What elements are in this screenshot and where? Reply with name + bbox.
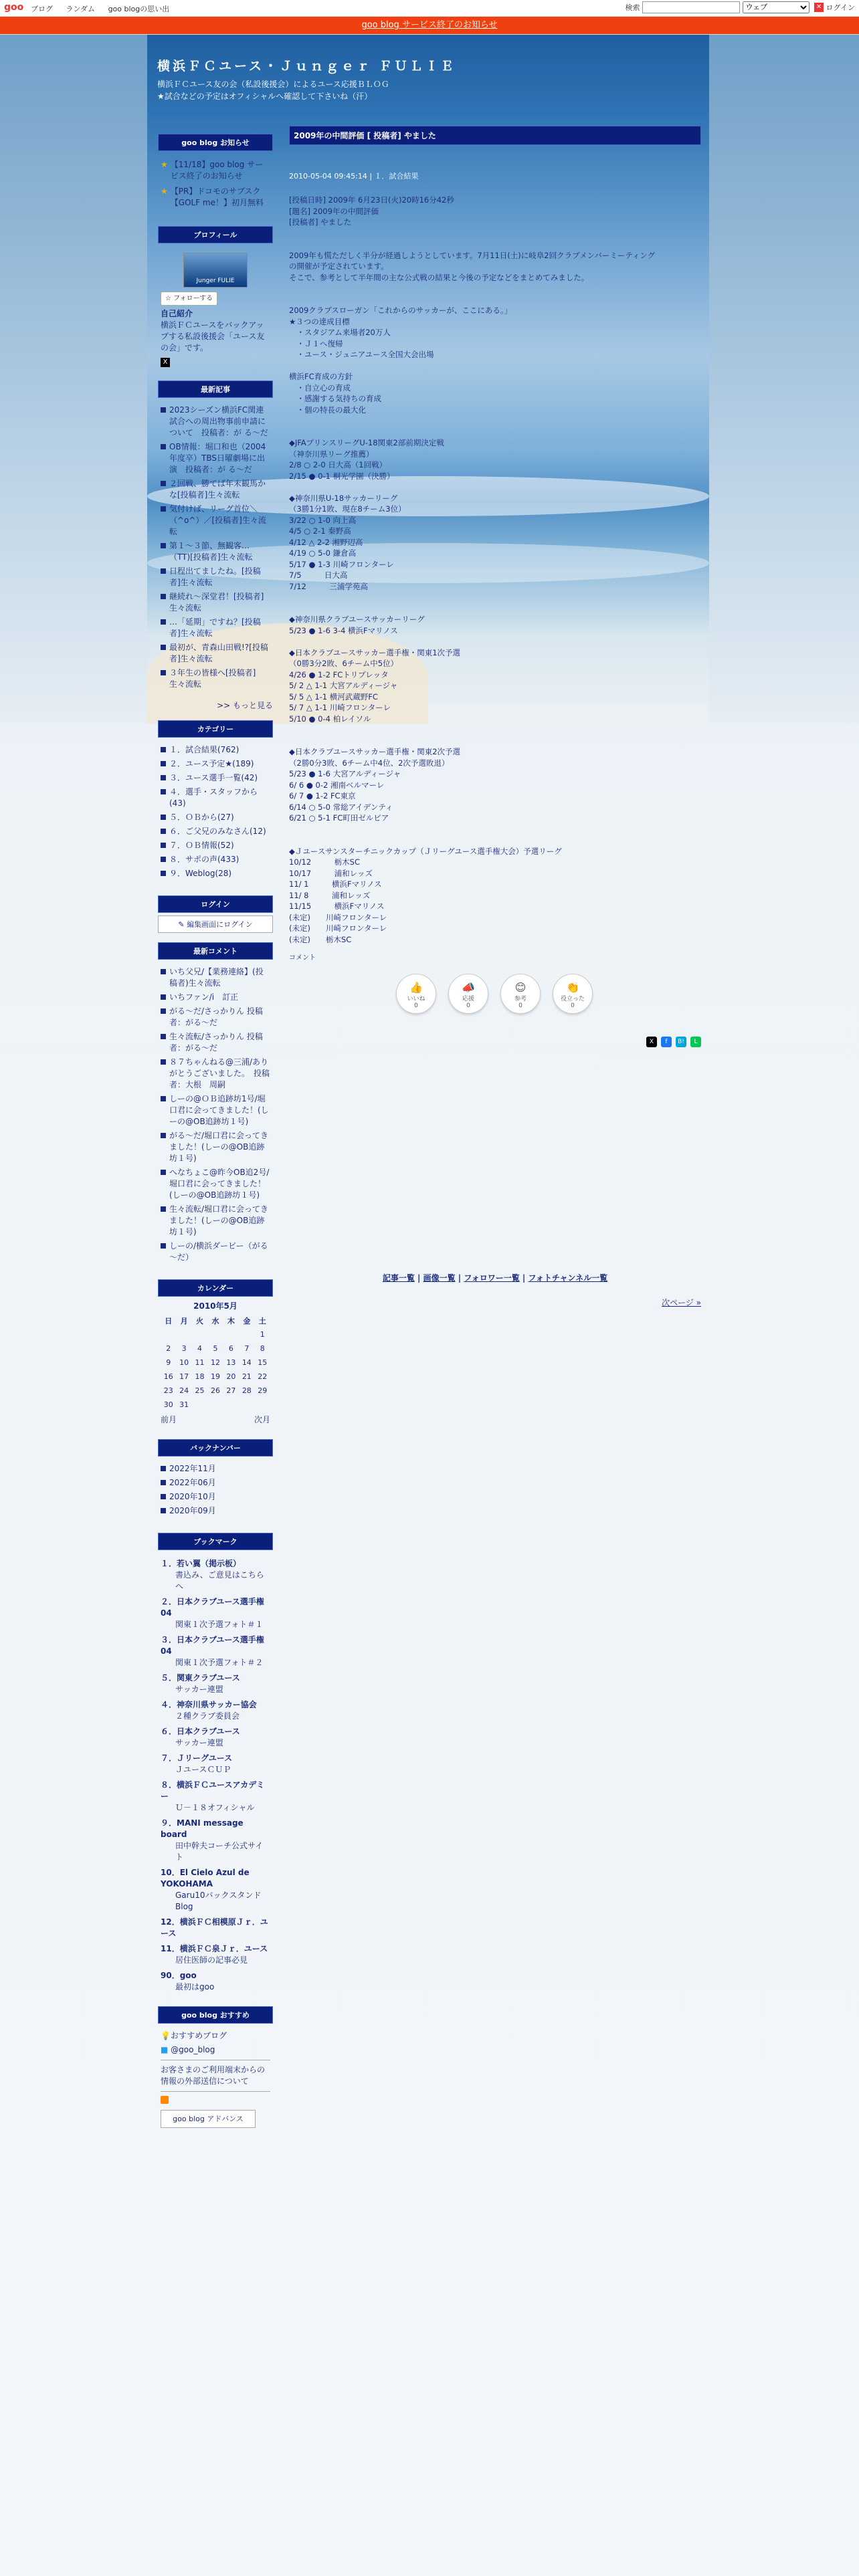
calendar-day[interactable]: 7 — [244, 1344, 250, 1353]
calendar-weekday: 金 — [243, 1317, 251, 1325]
rss-icon[interactable] — [161, 2096, 169, 2104]
calendar-box — [158, 1279, 273, 1430]
sidebar — [158, 134, 273, 2141]
recent-post-item[interactable] — [161, 566, 270, 588]
calendar-day[interactable]: 1 — [260, 1330, 265, 1339]
star-icon: ★ — [161, 160, 168, 169]
bullet-icon — [161, 815, 166, 820]
bookmark-sub: 書込み、ご意見はこちらへ — [175, 1570, 264, 1591]
bookmark-sub: 関東１次予選フォト＃２ — [175, 1658, 264, 1667]
calendar-day[interactable]: 19 — [210, 1372, 220, 1381]
reaction-icon: 😊 — [514, 981, 527, 994]
bookmark-sub: Garu10バックスタンドBlog — [175, 1891, 262, 1911]
calendar-day — [192, 1398, 207, 1412]
reaction-label: 役立った — [560, 996, 585, 1002]
calendar-day — [223, 1398, 239, 1412]
reaction-label: いいね — [407, 996, 425, 1002]
nav-random-link[interactable]: ランダム — [66, 5, 96, 13]
footer-link[interactable]: フォロワー一覧 — [464, 1273, 520, 1283]
bookmark-box — [158, 1533, 273, 1997]
toolbar-nav — [31, 3, 180, 14]
recent-post-item-label[interactable]: ２回戦、勝てば年末観馬かな[投稿者]生々流転 — [169, 479, 266, 500]
backnumber-box — [158, 1439, 273, 1523]
bullet-icon — [161, 1466, 166, 1471]
calendar-table — [161, 1315, 270, 1412]
bookmark-list — [158, 1550, 273, 1997]
category-heading: カテゴリー — [158, 720, 273, 738]
recent-post-item[interactable] — [161, 504, 270, 538]
comments-heading: 最新コメント — [158, 942, 273, 960]
category-box — [158, 720, 273, 886]
pen-icon: ✎ — [178, 920, 185, 929]
category-item[interactable] — [161, 868, 270, 879]
login-link[interactable]: ログイン — [826, 3, 855, 12]
calendar-day[interactable]: 13 — [226, 1358, 236, 1367]
bullet-icon — [161, 1133, 166, 1138]
calendar-day[interactable]: 20 — [226, 1372, 236, 1381]
bookmark-sub: 関東１次予選フォト＃１ — [175, 1620, 264, 1629]
reaction-button[interactable] — [396, 974, 436, 1014]
bookmark-title[interactable]: 10．El Cielo Azul de YOKOHAMA — [161, 1868, 250, 1889]
search-input[interactable] — [642, 1, 740, 13]
comment-item-label[interactable]: ８７ちゃんねる@三浦/ありがとうございました。 投稿者：大根 周嗣 — [169, 1057, 270, 1089]
nav-blog-link[interactable]: ブログ — [31, 5, 53, 13]
recent-post-item[interactable] — [161, 478, 270, 501]
calendar-day — [223, 1327, 239, 1341]
comment-item-label[interactable]: しーの@ＯＢ追跡坊1号/堀口君に会ってきました！(しーの@OB追跡坊１号) — [169, 1094, 269, 1126]
comment-item-label[interactable]: 生々流転/さっかりん 投稿者：がる～だ — [169, 1032, 263, 1053]
bullet-icon — [161, 645, 166, 650]
backnumber-list — [158, 1457, 273, 1523]
calendar-day — [239, 1398, 254, 1412]
blog-desc-line: 横浜ＦＣユース友の会（私設後援会）によるユース応援ＢＬＯＧ — [157, 80, 389, 89]
comment-item-label[interactable]: しーの/横浜ダービー（がる～だ） — [169, 1241, 268, 1262]
reaction-button[interactable] — [500, 974, 541, 1014]
comment-item[interactable] — [161, 1167, 270, 1201]
calendar-day[interactable]: 5 — [213, 1344, 218, 1353]
calendar-prev-link[interactable]: 前月 — [161, 1415, 177, 1424]
comment-item[interactable] — [161, 966, 270, 989]
backnumber-item-label[interactable]: 2020年10月 — [169, 1492, 216, 1501]
calendar-day[interactable]: 15 — [258, 1358, 268, 1367]
twitter-icon: ■ — [161, 2045, 169, 2054]
calendar-weekday: 水 — [211, 1317, 219, 1325]
bookmark-sub: サッカー連盟 — [175, 1685, 223, 1694]
reaction-count: 0 — [571, 1002, 575, 1009]
recent-post-item-label[interactable]: 日程出てましたね。[投稿者]生々流転 — [169, 566, 261, 587]
goo-blog-advance-button[interactable]: goo blog アドバンス — [161, 2110, 256, 2128]
lightbulb-icon: 💡 — [161, 2031, 171, 2040]
calendar-day[interactable]: 8 — [260, 1344, 265, 1353]
recent-post-item[interactable] — [161, 405, 270, 439]
bullet-icon — [161, 407, 166, 413]
bookmark-sub: ＪユースＣＵＰ — [175, 1765, 231, 1774]
calendar-day — [207, 1398, 223, 1412]
bookmark-title[interactable]: ７．Ｊリーグユース — [161, 1753, 233, 1763]
notice-heading: goo blog お知らせ — [158, 134, 273, 151]
category-item[interactable] — [161, 826, 270, 837]
bookmark-sub: サッカー連盟 — [175, 1738, 223, 1747]
category-item-label[interactable]: ９．Weblog(28) — [169, 869, 232, 878]
bullet-icon — [161, 843, 166, 848]
comment-item[interactable] — [161, 1204, 270, 1238]
reaction-icon: 📣 — [462, 981, 475, 994]
reaction-count: 0 — [414, 1002, 418, 1009]
bullet-icon — [161, 594, 166, 599]
bullet-icon — [161, 1059, 166, 1065]
bullet-icon — [161, 871, 166, 876]
recent-post-item-label[interactable]: OB情報：堀口和也（2004年度卒）TBS日曜劇場に出演 投稿者：が る～だ — [169, 442, 266, 474]
category-item[interactable] — [161, 786, 270, 809]
service-end-link[interactable]: goo blog サービス終了のお知らせ — [361, 20, 498, 30]
comment-item[interactable] — [161, 1006, 270, 1029]
calendar-day[interactable]: 14 — [242, 1358, 252, 1367]
recent-post-item[interactable] — [161, 441, 270, 475]
calendar-day[interactable]: 10 — [179, 1358, 189, 1367]
recent-post-item[interactable] — [161, 617, 270, 639]
bullet-icon — [161, 1008, 166, 1014]
recent-post-item-label[interactable]: 気付けば、リーグ首位＼（^o^）／[投稿者]生々流転 — [169, 504, 266, 536]
blog-description — [157, 78, 692, 102]
calendar-day — [176, 1327, 191, 1341]
calendar-weekday: 土 — [258, 1317, 266, 1325]
calendar-day[interactable]: 29 — [258, 1386, 268, 1395]
comment-item-label[interactable]: へなちょこ@昨今OB追2号/堀口君に会ってきました！(しーの@OB追跡坊１号) — [169, 1168, 270, 1200]
bullet-icon — [161, 670, 166, 675]
search-icon[interactable]: ✕ — [814, 3, 824, 12]
bookmark-title[interactable]: ６．日本クラブユース — [161, 1727, 240, 1736]
notice-box — [158, 134, 273, 217]
category-item[interactable] — [161, 758, 270, 770]
bookmark-title[interactable]: ２．日本クラブユース選手権04 — [161, 1597, 264, 1618]
bullet-icon — [161, 1096, 166, 1101]
recent-post-item-label[interactable]: 2023シーズン横浜FC関連試合への周出物事前申請について 投稿者：が る～だ — [169, 405, 268, 437]
category-item-label[interactable]: ４．選手・スタッフから(43) — [169, 787, 258, 808]
calendar-day[interactable]: 3 — [181, 1344, 187, 1353]
line-share-icon[interactable]: L — [690, 1037, 701, 1047]
bookmark-sub: 居住医師の記事必見 — [175, 1955, 248, 1965]
follow-button[interactable]: ☆ フォローする — [161, 292, 217, 306]
x-share-icon[interactable]: X — [646, 1037, 657, 1047]
category-item-label[interactable]: １．試合結果(762) — [169, 745, 240, 754]
bullet-icon — [161, 1480, 166, 1485]
recent-post-item[interactable] — [161, 667, 270, 690]
recent-post-item-label[interactable]: ３年生の皆様へ[投稿者]生々流転 — [169, 668, 256, 689]
calendar-day[interactable]: 2 — [166, 1344, 171, 1353]
bookmark-title[interactable]: 12．横浜ＦＣ相模原Ｊｒ．ユース — [161, 1917, 268, 1938]
calendar-day — [161, 1327, 176, 1341]
recent-post-item[interactable] — [161, 642, 270, 665]
footer-link[interactable]: フォトチャンネル一覧 — [528, 1273, 608, 1283]
reaction-button[interactable] — [448, 974, 488, 1014]
bookmark-title[interactable]: 11．横浜ＦＣ泉Ｊｒ．ユース — [161, 1944, 268, 1953]
reaction-icon: 👏 — [566, 981, 579, 994]
reaction-count: 0 — [518, 1002, 522, 1009]
calendar-next-link[interactable]: 次月 — [254, 1415, 270, 1424]
notice-item[interactable]: ★ 【11/18】goo blog サービス終了のお知らせ — [161, 160, 264, 181]
category-item-label[interactable]: ５．ＯＢから(27) — [169, 813, 234, 822]
backnumber-item[interactable] — [161, 1463, 270, 1475]
category-item-label[interactable]: ８．サポの声(433) — [169, 855, 240, 864]
comment-item[interactable] — [161, 1031, 270, 1054]
bullet-icon — [161, 994, 166, 1000]
profile-name: 自己紹介 — [161, 309, 193, 318]
bullet-icon — [161, 747, 166, 752]
calendar-day[interactable]: 18 — [195, 1372, 205, 1381]
bullet-icon — [161, 829, 166, 834]
calendar-day[interactable]: 9 — [166, 1358, 171, 1367]
notice-item[interactable]: ★ 【PR】ドコモのサブスク【GOLF me！】初月無料 — [161, 187, 264, 207]
calendar-day[interactable]: 24 — [179, 1386, 189, 1395]
blog-title[interactable]: 横浜ＦＣユース・Ｊｕｎｇｅｒ ＦＵＬＩＥ — [157, 59, 456, 74]
comment-item[interactable] — [161, 992, 270, 1003]
reaction-button[interactable] — [553, 974, 593, 1014]
recent-posts-heading: 最新記事 — [158, 381, 273, 398]
hatena-share-icon[interactable]: B! — [676, 1037, 686, 1047]
bookmark-title[interactable]: ８．横浜ＦＣユースアカデミー — [161, 1780, 265, 1801]
bullet-icon — [161, 444, 166, 449]
bullet-icon — [161, 506, 166, 512]
category-item[interactable] — [161, 772, 270, 784]
calendar-weekday: 月 — [180, 1317, 188, 1325]
login-heading: ログイン — [158, 895, 273, 913]
service-end-banner — [0, 17, 859, 34]
calendar-day[interactable]: 26 — [210, 1386, 220, 1395]
blog-header — [157, 56, 692, 102]
bookmark-sub: 最初はgoo — [175, 1982, 215, 1992]
comment-item-label[interactable]: がる～だ/堀口君に会ってきました！(しーの@OB追跡坊１号) — [169, 1131, 269, 1163]
backnumber-item[interactable] — [161, 1477, 270, 1489]
bullet-icon — [161, 1206, 166, 1212]
next-page-link[interactable]: 次ページ » — [662, 1298, 701, 1307]
bullet-icon — [161, 1243, 166, 1249]
recent-posts-list — [158, 398, 273, 697]
calendar-day[interactable]: 22 — [258, 1372, 268, 1381]
star-icon: ★ — [161, 187, 168, 196]
recommend-blog-link[interactable]: 💡おすすめブログ — [161, 2031, 227, 2040]
calendar-weekday: 日 — [165, 1317, 173, 1325]
calendar-day[interactable]: 16 — [163, 1372, 173, 1381]
calendar-weekday: 火 — [196, 1317, 204, 1325]
bookmark-title[interactable]: 90．goo — [161, 1971, 197, 1980]
login-box — [158, 895, 273, 933]
background-left — [0, 35, 147, 724]
main-content — [289, 126, 701, 1308]
search-scope-select[interactable] — [743, 1, 809, 13]
category-item[interactable] — [161, 812, 270, 823]
post-meta[interactable]: 2010-05-04 09:45:14 | １．試合結果 — [289, 172, 419, 181]
recent-post-item-label[interactable]: …「延期」ですね？[投稿者]生々流転 — [169, 617, 261, 638]
comment-item-label[interactable]: 生々流転/堀口君に会ってきました！(しーの@OB追跡坊１号) — [169, 1204, 269, 1237]
bullet-icon — [161, 789, 166, 794]
calendar-day — [239, 1327, 254, 1341]
bullet-icon — [161, 775, 166, 780]
calendar-caption: 2010年5月 — [193, 1301, 237, 1311]
calendar-day[interactable]: 11 — [195, 1358, 205, 1367]
footer-link[interactable]: 記事一覧 — [382, 1273, 415, 1283]
share-buttons — [289, 1037, 701, 1047]
comment-item-label[interactable]: いち父兄/【業務連絡】(投稿者)生々流転 — [169, 967, 264, 988]
comment-item[interactable] — [161, 1130, 270, 1164]
bookmark-title[interactable]: ４．神奈川県サッカー協会 — [161, 1700, 257, 1709]
twitter-link[interactable]: ■ @goo_blog — [161, 2045, 215, 2054]
category-list — [158, 738, 273, 886]
reaction-count: 0 — [466, 1002, 470, 1009]
profile-text: 横浜ＦＣユースをバックアップする私設後援会「ユース友の会」です。 — [161, 320, 265, 352]
bullet-icon — [161, 1034, 166, 1039]
nav-memories-link[interactable]: goo blogの思い出 — [108, 5, 170, 13]
bookmark-sub: 田中幹夫コーチ公式サイト — [175, 1841, 264, 1862]
bookmark-heading: ブックマーク — [158, 1533, 273, 1550]
calendar-day[interactable]: 23 — [163, 1386, 173, 1395]
comment-item-label[interactable]: いちファン/i 訂正 — [169, 992, 239, 1002]
calendar-day — [207, 1327, 223, 1341]
recent-post-item-label[interactable]: 最初が、青森山田戦!?[投稿者]生々流転 — [169, 643, 268, 663]
bullet-icon — [161, 1508, 166, 1513]
recent-post-item[interactable] — [161, 591, 270, 614]
edit-login-button[interactable]: ✎ 編集画面にログイン — [158, 916, 273, 933]
profile-image[interactable]: Junger FULIE — [183, 253, 248, 288]
comment-item[interactable] — [161, 1093, 270, 1128]
x-icon[interactable]: X — [161, 358, 170, 367]
backnumber-heading: バックナンバー — [158, 1439, 273, 1457]
recommend-heading: goo blog おすすめ — [158, 2006, 273, 2024]
calendar-day[interactable]: 28 — [242, 1386, 252, 1395]
bookmark-title[interactable]: ５．関東クラブユース — [161, 1673, 240, 1683]
footer-link[interactable]: 画像一覧 — [423, 1273, 456, 1283]
bullet-icon — [161, 481, 166, 486]
category-item[interactable] — [161, 840, 270, 851]
calendar-day[interactable]: 12 — [210, 1358, 220, 1367]
category-item-label[interactable]: ６．ご父兄のみなさん(12) — [169, 827, 266, 836]
recent-post-item-label[interactable]: 第１～３節、無観客…（TT)[投稿者]生々流転 — [169, 541, 253, 562]
bullet-icon — [161, 1494, 166, 1499]
comments-box — [158, 942, 273, 1270]
bullet-icon — [161, 969, 166, 974]
calendar-day[interactable]: 27 — [226, 1386, 236, 1395]
calendar-day[interactable]: 4 — [197, 1344, 203, 1353]
calendar-day[interactable]: 31 — [179, 1400, 189, 1409]
recommend-box — [158, 2006, 273, 2132]
calendar-weekday: 木 — [227, 1317, 235, 1325]
external-info-link[interactable]: お客さまのご利用端末からの情報の外部送信について — [161, 2065, 266, 2086]
calendar-heading: カレンダー — [158, 1279, 273, 1297]
category-item[interactable] — [161, 854, 270, 865]
comment-item-label[interactable]: がる～だ/さっかりん 投稿者：がる～だ — [169, 1006, 263, 1027]
bullet-icon — [161, 568, 166, 574]
background-right — [709, 35, 859, 724]
backnumber-item-label[interactable]: 2022年11月 — [169, 1464, 216, 1473]
comments-list — [158, 960, 273, 1270]
bullet-icon — [161, 543, 166, 548]
goo-toolbar — [0, 0, 859, 17]
reaction-label: 応援 — [462, 996, 474, 1002]
post-title[interactable]: 2009年の中間評価 [ 投稿者] やました — [289, 126, 701, 145]
calendar-day[interactable]: 25 — [195, 1386, 205, 1395]
blog-desc-line: ★試合などの予定はオフィシャルへ確認して下さいね（汗） — [157, 92, 373, 101]
comment-link[interactable]: コメント — [289, 954, 316, 962]
backnumber-item-label[interactable]: 2020年09月 — [169, 1506, 216, 1515]
category-item-label[interactable]: ２．ユース予定★(189) — [169, 759, 254, 768]
bullet-icon — [161, 619, 166, 625]
bookmark-sub: Ｕ－１８オフィシャル — [175, 1803, 255, 1812]
recent-post-item-label[interactable]: 継続れ～深堂君！[投稿者]生々流転 — [169, 592, 264, 613]
footer-links: 記事一覧 | 画像一覧 | フォロワー一覧 | フォトチャンネル一覧 — [382, 1273, 608, 1283]
category-item-label[interactable]: ３．ユース選手一覧(42) — [169, 773, 258, 782]
category-item[interactable] — [161, 744, 270, 756]
bullet-icon — [161, 857, 166, 862]
profile-heading: プロフィール — [158, 226, 273, 243]
profile-box — [158, 226, 273, 371]
reaction-buttons — [396, 974, 701, 1014]
goo-logo[interactable]: goo — [4, 2, 24, 13]
recent-posts-box — [158, 381, 273, 711]
backnumber-item[interactable] — [161, 1505, 270, 1517]
bookmark-title[interactable]: ９．MANI message board — [161, 1818, 244, 1839]
bullet-icon — [161, 1170, 166, 1175]
reaction-label: 参考 — [514, 996, 527, 1002]
category-item-label[interactable]: ７．ＯＢ情報(52) — [169, 841, 234, 850]
toolbar-search — [626, 1, 855, 13]
bookmark-title[interactable]: ３．日本クラブユース選手権04 — [161, 1635, 264, 1656]
comment-item[interactable] — [161, 1241, 270, 1263]
more-posts-link[interactable]: >> もっと見る — [217, 701, 273, 710]
calendar-day[interactable]: 6 — [228, 1344, 233, 1353]
reaction-icon: 👍 — [409, 981, 423, 994]
recent-post-item[interactable] — [161, 540, 270, 563]
backnumber-item[interactable] — [161, 1491, 270, 1503]
calendar-day[interactable]: 17 — [179, 1372, 189, 1381]
calendar-day[interactable]: 21 — [242, 1372, 252, 1381]
comment-item[interactable] — [161, 1057, 270, 1091]
facebook-share-icon[interactable]: f — [661, 1037, 672, 1047]
calendar-day[interactable]: 30 — [163, 1400, 173, 1409]
bookmark-sub: ２種クラブ委員会 — [175, 1711, 240, 1721]
bookmark-title[interactable]: １．若い翼（掲示板） — [161, 1559, 242, 1568]
backnumber-item-label[interactable]: 2022年06月 — [169, 1478, 216, 1487]
calendar-day — [255, 1398, 270, 1412]
post-body: [投稿日時] 2009年 6月23日(火)20時16分42秒 [題名] 2009年の中間評価 [投稿者] やました 2009年も慌ただしく半分が経過しようとしています。7月11日(土)に岐阜2回クラブメンバーミーティング の開催が予定されています。 そこで、参考として半年間の主な公式戦の結果と今後の予定などをまとめてみました。 2009クラブスローガン「これからのサッカーが、ここにある。」 ★３つの達成目標 ・スタジアム来場者20万人 ・Ｊ１へ復帰 ・ユース・ジュニアユース全国大会出場 横浜FC育成の方針 ・自立心の育成 ・感謝する気持ちの育成 ・個の特長の最大化 ◆JFAプリンスリーグU-18関東2部前期決定戦 （神奈川県リーグ推薦） 2/8 ○ 2-0 日大高（1回戦） 2/15 ● 0-1 桐光学園（決勝） ◆神奈川県U-18サッカーリーグ （3勝1分1敗、現在8チーム3位） 3/22 ○ 1-0 向上高 4/5 ○ 2-1 秦野高 4/12 △ 2-2 湘野辺高 4/19 ○ 5-0 鎌倉高 5/17 ● 1-3 川崎フロンターレ 7/5 日大高 7/12 三浦学苑高 ◆神奈川県クラブユースサッカーリーグ 5/23 ● 1-6 3-4 横浜Fマリノス ◆日本クラブユースサッカー選手権・関東1次予選 （0勝3分2敗、6チーム中5位） 4/26 ● 1-2 FCトリプレッタ 5/ 2 △ 1-1 大宮アルディージャ 5/ 5 △ 1-1 横河武蔵野FC 5/ 7 △ 1-1 川崎フロンターレ 5/10 ● 0-4 柏レイソル ◆日本クラブユースサッカー選手権・関東2次予選 （2勝0分3敗、6チーム中4位、2次予選敗退） 5/23 ● 1-6 大宮アルディージャ 6/ 6 ● 0-2 湘南ベルマーレ 6/ 7 ● 1-2 FC東京 6/14 ○ 5-0 常総アイデンティ 6/21 ○ 5-1 FC町田ゼルビア ◆Ｊユースサンスターチニックカップ（Ｊリーグユース選手権大会）予選リーグ 10/12 栃木SC 10/17 浦和レッズ 11/ 1 横浜Fマリノス 11/ 8 浦和レッズ 11/15 横浜Fマリノス (未定) 川崎フロンターレ (未定) 川崎フロンターレ (未定) 栃木SC — [289, 195, 656, 944]
calendar-day — [192, 1327, 207, 1341]
search-label: 検索 — [625, 3, 640, 12]
bullet-icon — [161, 761, 166, 766]
